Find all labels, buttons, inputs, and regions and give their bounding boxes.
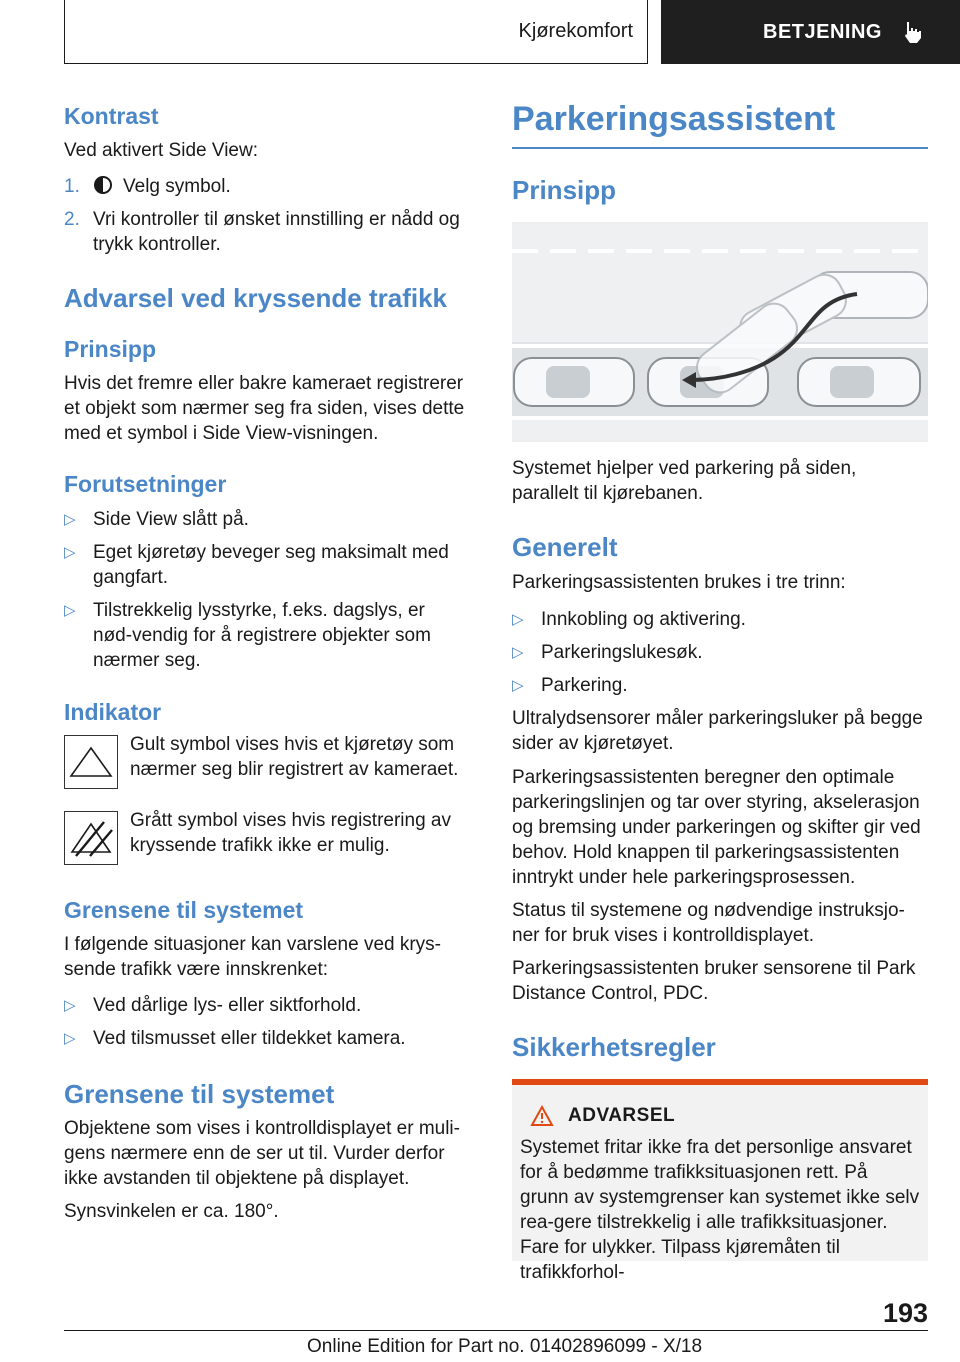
parking-principle-heading: Prinsipp — [512, 175, 617, 205]
list-item — [64, 207, 468, 257]
list-item — [512, 607, 928, 632]
view-angle-text: Synsvinkelen er ca. 180°. — [64, 1201, 279, 1222]
list-item-text: Side View slått på. — [93, 509, 249, 530]
system-limits-text: Objektene som vises i kontrolldisplayet er muli-gens nærmere enn de ser ut til. Vurder derfor ikke avstanden til objektene på displayet. — [64, 1118, 460, 1189]
list-item — [64, 174, 468, 199]
indicator-yellow — [64, 732, 468, 789]
list-item — [64, 598, 468, 673]
footer-rule — [64, 1330, 928, 1331]
triangle-bullet-icon: ▷ — [64, 544, 76, 561]
kontrast-heading: Kontrast — [64, 103, 159, 129]
indicator-heading: Indikator — [64, 699, 162, 725]
list-item — [64, 1026, 468, 1051]
indicator-grey-text: Grått symbol vises hvis registrering av kryssende trafikk ikke er mulig. — [130, 810, 451, 856]
header-chapter-label: BETJENING — [763, 20, 882, 43]
contrast-icon — [93, 175, 113, 195]
cross-traffic-principle-text: Hvis det fremre eller bakre kameraet registrerer et objekt som nærmer seg fra siden, vises dette med et symbol i Side View-visningen. — [64, 373, 465, 444]
list-item-text: Parkeringslukesøk. — [541, 642, 703, 663]
warning-title — [520, 1105, 920, 1127]
cross-traffic-limits-list — [64, 993, 468, 1051]
indicator-yellow-text: Gult symbol vises hvis et kjøretøy som nærmer seg blir registrert av kameraet. — [130, 734, 459, 780]
general-paragraph-1: Ultralydsensorer måler parkeringsluker på begge sider av kjøretøyet. — [512, 708, 923, 754]
triangle-bullet-icon: ▷ — [64, 997, 76, 1014]
cross-traffic-limits-heading: Grensene til systemet — [64, 897, 304, 923]
step-number: 1. — [64, 176, 80, 197]
step-text: Velg symbol. — [123, 176, 231, 197]
list-item — [512, 640, 928, 665]
list-item-text: Tilstrekkelig lysstyrke, f.eks. dagslys, er nød-vendig for å registrere objekter som nærmer seg. — [93, 600, 431, 671]
triangle-bullet-icon: ▷ — [512, 611, 524, 628]
list-item — [512, 673, 928, 698]
general-intro: Parkeringsassistenten brukes i tre trinn: — [512, 572, 846, 593]
header-chapter-tab — [661, 0, 960, 64]
cross-traffic-principle-heading: Prinsipp — [64, 336, 157, 362]
triangle-bullet-icon: ▷ — [64, 602, 76, 619]
list-item — [64, 540, 468, 590]
parking-illustration — [512, 222, 928, 442]
general-heading: Generelt — [512, 532, 618, 562]
step-text: Vri kontroller til ønsket innstilling er nådd og trykk kontroller. — [93, 209, 460, 255]
parked-car-left — [514, 358, 634, 406]
page-number: 193 — [882, 1298, 928, 1328]
parked-car-right — [798, 358, 920, 406]
hand-pointer-icon — [900, 19, 926, 45]
list-item — [64, 507, 468, 532]
indicator-grey — [64, 808, 468, 865]
list-item-text: Ved dårlige lys- eller siktforhold. — [93, 995, 362, 1016]
warning-triangle-crossed-icon — [64, 811, 118, 865]
cross-traffic-heading: Advarsel ved kryssende trafikk — [64, 283, 447, 313]
list-item-text: Ved tilsmusset eller tildekket kamera. — [93, 1028, 406, 1049]
kontrast-steps — [64, 174, 468, 257]
list-item-text: Innkobling og aktivering. — [541, 609, 746, 630]
safety-heading: Sikkerhetsregler — [512, 1032, 716, 1062]
warning-box — [512, 1079, 928, 1283]
parking-diagram — [512, 222, 928, 442]
list-item — [64, 993, 468, 1018]
list-item-text: Eget kjøretøy beveger seg maksimalt med gangfart. — [93, 542, 449, 588]
general-steps-list — [512, 607, 928, 698]
warning-triangle-icon — [530, 1105, 554, 1127]
prerequisites-heading: Forutsetninger — [64, 471, 227, 497]
general-paragraph-4: Parkeringsassistenten bruker sensorene til Park Distance Control, PDC. — [512, 958, 916, 1004]
figure-caption: Systemet hjelper ved parkering på siden, parallelt til kjørebanen. — [512, 458, 857, 504]
general-paragraph-2: Parkeringsassistenten beregner den optimale parkeringslinjen og tar over styring, akselerasjon og bremsing under parkeringen og skifter gir ved behov. Hold knappen til parkeringsassistenten inntrykt under hele parkeringsprosessen. — [512, 767, 921, 888]
heading-rule — [512, 147, 928, 149]
triangle-bullet-icon: ▷ — [64, 1030, 76, 1047]
list-item-text: Parkering. — [541, 675, 628, 696]
general-paragraph-3: Status til systemene og nødvendige instruksjo-ner for bruk vises i kontrolldisplayet. — [512, 900, 905, 946]
header-section-tab — [64, 0, 648, 64]
warning-title-text: ADVARSEL — [568, 1105, 676, 1126]
right-column — [512, 100, 928, 1283]
left-column — [64, 100, 468, 1224]
header-section-label: Kjørekomfort — [518, 20, 633, 42]
step-number: 2. — [64, 209, 80, 230]
kontrast-intro: Ved aktivert Side View: — [64, 140, 258, 161]
footer-edition: Online Edition for Part no. 01402896099 - X/18 — [307, 1336, 703, 1357]
cross-traffic-limits-intro: I følgende situasjoner kan varslene ved krys-sende trafikk være innskrenket: — [64, 934, 442, 980]
triangle-bullet-icon: ▷ — [512, 677, 524, 694]
system-limits-heading: Grensene til systemet — [64, 1079, 335, 1109]
parking-assistant-heading: Parkeringsassistent — [512, 100, 836, 138]
warning-triangle-icon — [64, 735, 118, 789]
triangle-bullet-icon: ▷ — [512, 644, 524, 661]
warning-text: Systemet fritar ikke fra det personlige ansvaret for å bedømme trafikksituasjonen rett. På grunn av systemgrenser kan systemet ikke selv rea-gere tilstrekkelig i alle trafikksituasjoner. Fare for ulykker. Tilpass kjøremåten til trafikkforhol- — [520, 1137, 920, 1283]
prerequisites-list — [64, 507, 468, 673]
triangle-bullet-icon: ▷ — [64, 511, 76, 528]
